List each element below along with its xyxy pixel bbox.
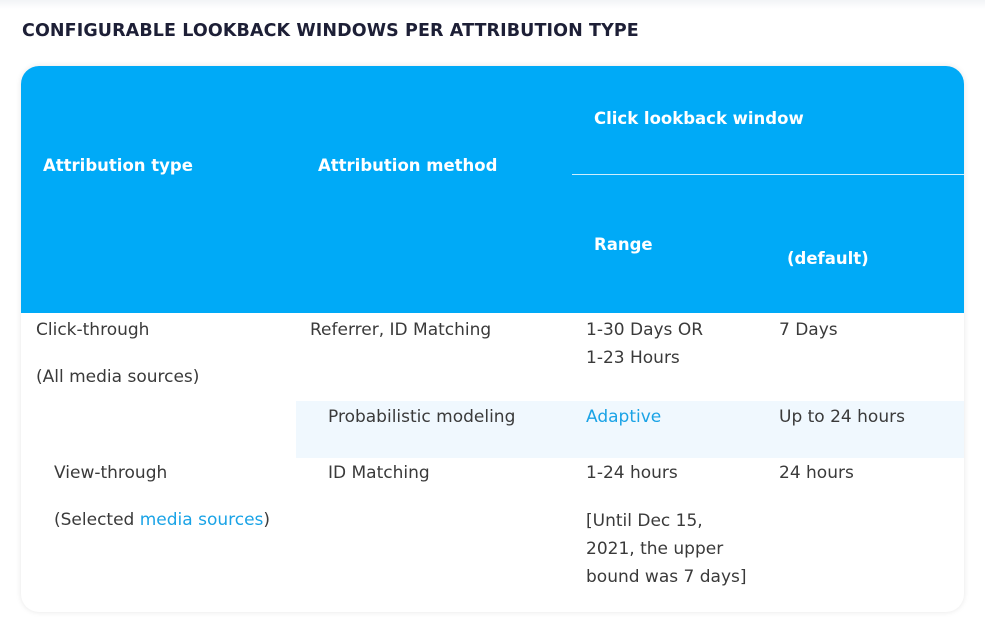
row-view-through-range-note-3: bound was 7 days] [586,567,747,587]
header-default: (default) [787,249,869,268]
row-view-through-method: ID Matching [328,463,430,483]
page-title: CONFIGURABLE LOOKBACK WINDOWS PER ATTRIBUTION TYPE [22,21,639,41]
row-probabilistic-default: Up to 24 hours [779,407,905,427]
header-range: Range [594,235,653,254]
header-attribution-method: Attribution method [318,156,498,175]
lookback-table [21,66,964,612]
row-view-through-note [54,506,270,534]
row-click-through-method: Referrer, ID Matching [310,320,492,340]
row-click-through-note: (All media sources) [36,367,200,387]
row-click-through-range-2: 1-23 Hours [586,348,680,368]
header-divider [572,174,964,175]
media-sources-link[interactable]: media sources [139,510,264,530]
adaptive-link[interactable]: Adaptive [586,407,662,427]
note-suffix: ) [263,510,271,530]
note-prefix: (Selected [54,510,140,530]
row-view-through-range: 1-24 hours [586,463,678,483]
row-view-through-type: View-through [54,463,168,483]
header-attribution-type: Attribution type [43,156,193,175]
top-strip [0,0,985,9]
row-view-through-range-note-1: [Until Dec 15, [586,511,703,531]
row-probabilistic-method: Probabilistic modeling [328,407,516,427]
row-click-through-type: Click-through [36,320,150,340]
row-view-through-default: 24 hours [779,463,854,483]
row-click-through-range-1: 1-30 Days OR [586,320,704,340]
table-header [21,66,964,313]
header-click-lookback-window: Click lookback window [594,109,804,128]
row-view-through-range-note-2: 2021, the upper [586,539,724,559]
row-click-through-default: 7 Days [779,320,838,340]
